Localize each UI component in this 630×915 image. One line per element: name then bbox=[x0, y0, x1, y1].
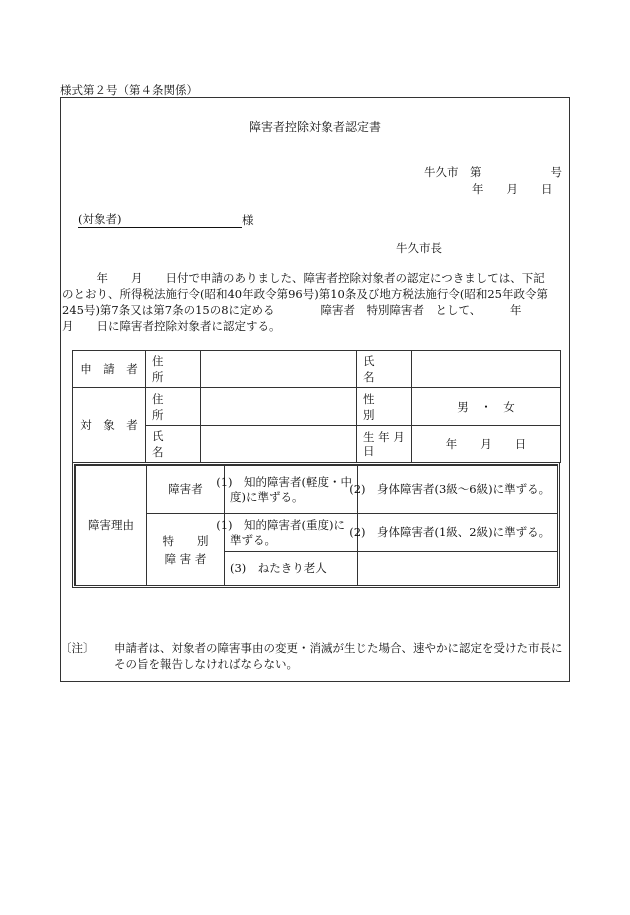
subject-birth-label: 生 年 月 日 bbox=[357, 426, 412, 463]
option-intellectual-severe[interactable]: (1) 知的障害者(重度)に準ずる。 bbox=[225, 514, 358, 552]
option-physical-3-6[interactable]: (2) 身体障害者(3級～6級)に準ずる。 bbox=[358, 466, 558, 514]
applicant-address-label: 住 所 bbox=[146, 351, 201, 388]
mayor-signature: 牛久市長 bbox=[396, 241, 442, 255]
option-intellectual-mild[interactable]: (1) 知的障害者(軽度・中度)に準ずる。 bbox=[225, 466, 358, 514]
subject-birth-field[interactable]: 年 月 日 bbox=[412, 426, 561, 463]
subject-name-field[interactable] bbox=[201, 426, 357, 463]
body-line-2: のとおり、所得税法施行令(昭和40年政令第96号)第10条及び地方税法施行令(昭和25年政令第 bbox=[62, 287, 548, 301]
reason-label: 障害理由 bbox=[76, 466, 147, 586]
option-bedridden-elderly[interactable]: (3) ねたきり老人 bbox=[225, 552, 358, 586]
info-table bbox=[72, 350, 561, 463]
recipient-line bbox=[78, 211, 254, 228]
certification-body bbox=[62, 270, 568, 334]
body-line-1: 年 月 日付で申請のありました、障害者控除対象者の認定につきましては、下記 bbox=[62, 271, 545, 285]
document-title: 障害者控除対象者認定書 bbox=[248, 120, 381, 134]
disability-reason-box bbox=[72, 462, 560, 588]
body-line-3: 245号)第7条又は第7条の15の8に定める 障害者 特別障害者 として、 年 bbox=[62, 303, 522, 317]
disability-reason-table bbox=[75, 465, 558, 586]
note-mark: 〔注〕 bbox=[60, 641, 95, 655]
subject-sex-label: 性 別 bbox=[357, 388, 412, 426]
notes-section bbox=[60, 640, 570, 672]
subject-name-label: 氏 名 bbox=[146, 426, 201, 463]
recipient-label: (対象者) bbox=[78, 212, 122, 226]
note-text: 申請者は、対象者の障害事由の変更・消滅が生じた場合、速やかに認定を受けた市長にその旨を報告しなければならない。 bbox=[114, 641, 563, 671]
special-disabled-label-line1: 特 別 bbox=[162, 533, 209, 548]
subject-label: 対 象 者 bbox=[73, 388, 146, 463]
applicant-address-field[interactable] bbox=[201, 351, 357, 388]
special-disabled-label-line2: 障 害 者 bbox=[164, 551, 207, 566]
applicant-label: 申 請 者 bbox=[73, 351, 146, 388]
document-number: 牛久市 第 号 bbox=[424, 165, 562, 179]
form-number-label: 様式第２号（第４条関係） bbox=[60, 83, 198, 97]
special-disabled-label bbox=[147, 514, 225, 586]
subject-address-label: 住 所 bbox=[146, 388, 201, 426]
option-physical-1-2[interactable]: (2) 身体障害者(1級、2級)に準ずる。 bbox=[358, 514, 558, 552]
issue-date: 年 月 日 bbox=[472, 182, 553, 196]
recipient-name-blank bbox=[78, 211, 242, 228]
subject-sex-choice[interactable]: 男 ・ 女 bbox=[412, 388, 561, 426]
disabled-category-label: 障害者 bbox=[147, 466, 225, 514]
applicant-name-label: 氏 名 bbox=[357, 351, 412, 388]
blank-cell bbox=[358, 552, 558, 586]
subject-address-field[interactable] bbox=[201, 388, 357, 426]
recipient-honorific: 様 bbox=[242, 213, 254, 227]
applicant-name-field[interactable] bbox=[412, 351, 561, 388]
body-line-4: 月 日に障害者控除対象者に認定する。 bbox=[62, 319, 281, 333]
